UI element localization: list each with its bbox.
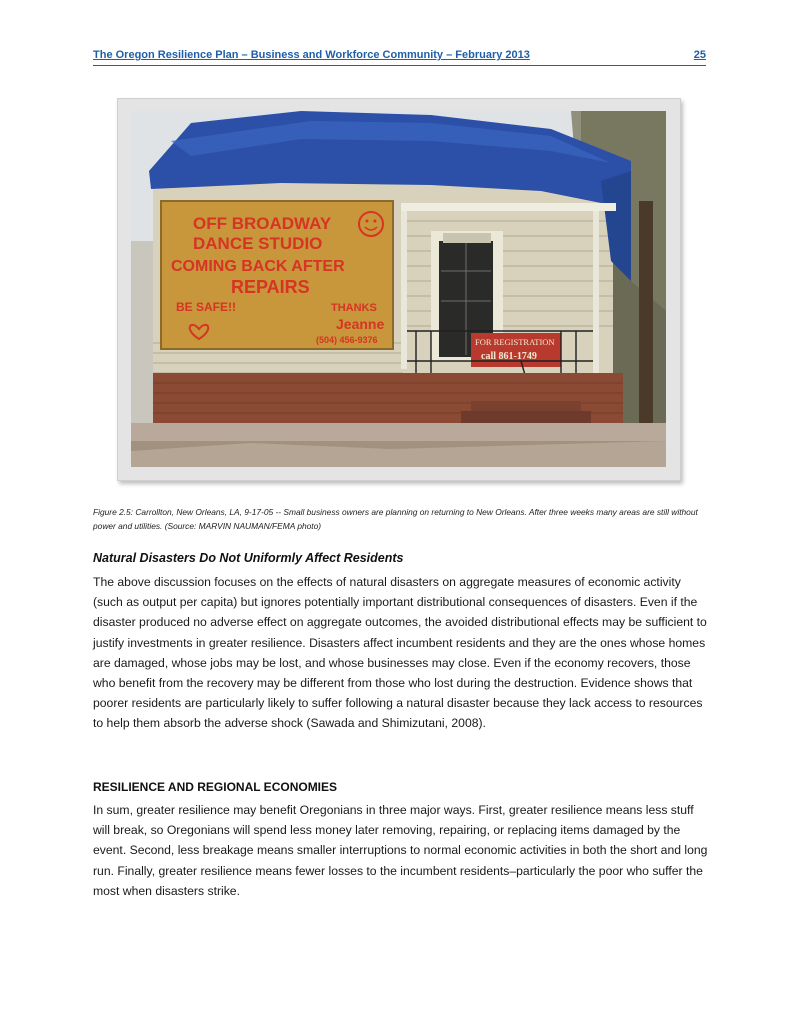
figure-caption: Figure 2.5: Carrollton, New Orleans, LA, 9-17-05 -- Small business owners are planning on returning to New Orleans. After three weeks many areas are still without power and utilities. (Source: MARVIN NAUMAN/FEMA photo)	[93, 507, 698, 531]
sign-line1: OFF BROADWAY	[193, 214, 332, 233]
section-heading-regional: RESILIENCE AND REGIONAL ECONOMIES	[93, 780, 338, 794]
paragraph-regional: In sum, greater resilience may benefit Oregonians in three major ways. First, greater resilience means less stuff will break, so Oregonians will spend less money later removing, repairing, or replacing items damaged by the event. Second, less breakage means smaller interruptions to normal economic activities in both the short and long run. Finally, greater resilience means fewer losses to the incumbent residents–particularly the poor who suffer the most when disasters strike.	[93, 803, 708, 898]
sign-line4: REPAIRS	[231, 277, 310, 297]
sign-line5: BE SAFE!!	[176, 300, 236, 314]
placard-line2: call 861-1749	[481, 351, 537, 362]
header-title: The Oregon Resilience Plan – Business and Workforce Community – February 2013	[93, 49, 530, 61]
house-photo-illustration	[131, 111, 666, 467]
paragraph-distributional: The above discussion focuses on the effects of natural disasters on aggregate measures of economic activity (such as output per capita) but ignores potentially important distributional consequences of disasters. Even if the disaster produced no adverse effect on aggregate outcomes, the avoided distributional effects may be sufficient to justify investments in greater resilience. Disasters affect incumbent residents and they are the ones whose homes are damaged, whose jobs may be lost, and whose businesses may close. Even if the economy recovers, those who benefit from the recovery may be different from those who lost during the destruction. Evidence shows that poorer residents are particularly likely to suffer following a natural disaster because they lack access to resources to help them absorb the adverse shock (Sawada and Shimizutani, 2008).	[93, 575, 707, 731]
section-heading-distributional: Natural Disasters Do Not Uniformly Affect Residents	[93, 551, 404, 565]
figure-photo	[131, 111, 666, 467]
sign-line2: DANCE STUDIO	[193, 234, 323, 253]
page-header	[93, 49, 706, 66]
figure-frame	[117, 98, 681, 481]
sign-line3: COMING BACK AFTER	[171, 258, 345, 275]
sign-line8: (504) 456-9376	[316, 335, 378, 345]
sign-line7: Jeanne	[336, 316, 385, 332]
page-number: 25	[693, 49, 706, 61]
sign-line6: THANKS	[331, 302, 377, 314]
placard-line1: FOR REGISTRATION	[475, 337, 555, 347]
